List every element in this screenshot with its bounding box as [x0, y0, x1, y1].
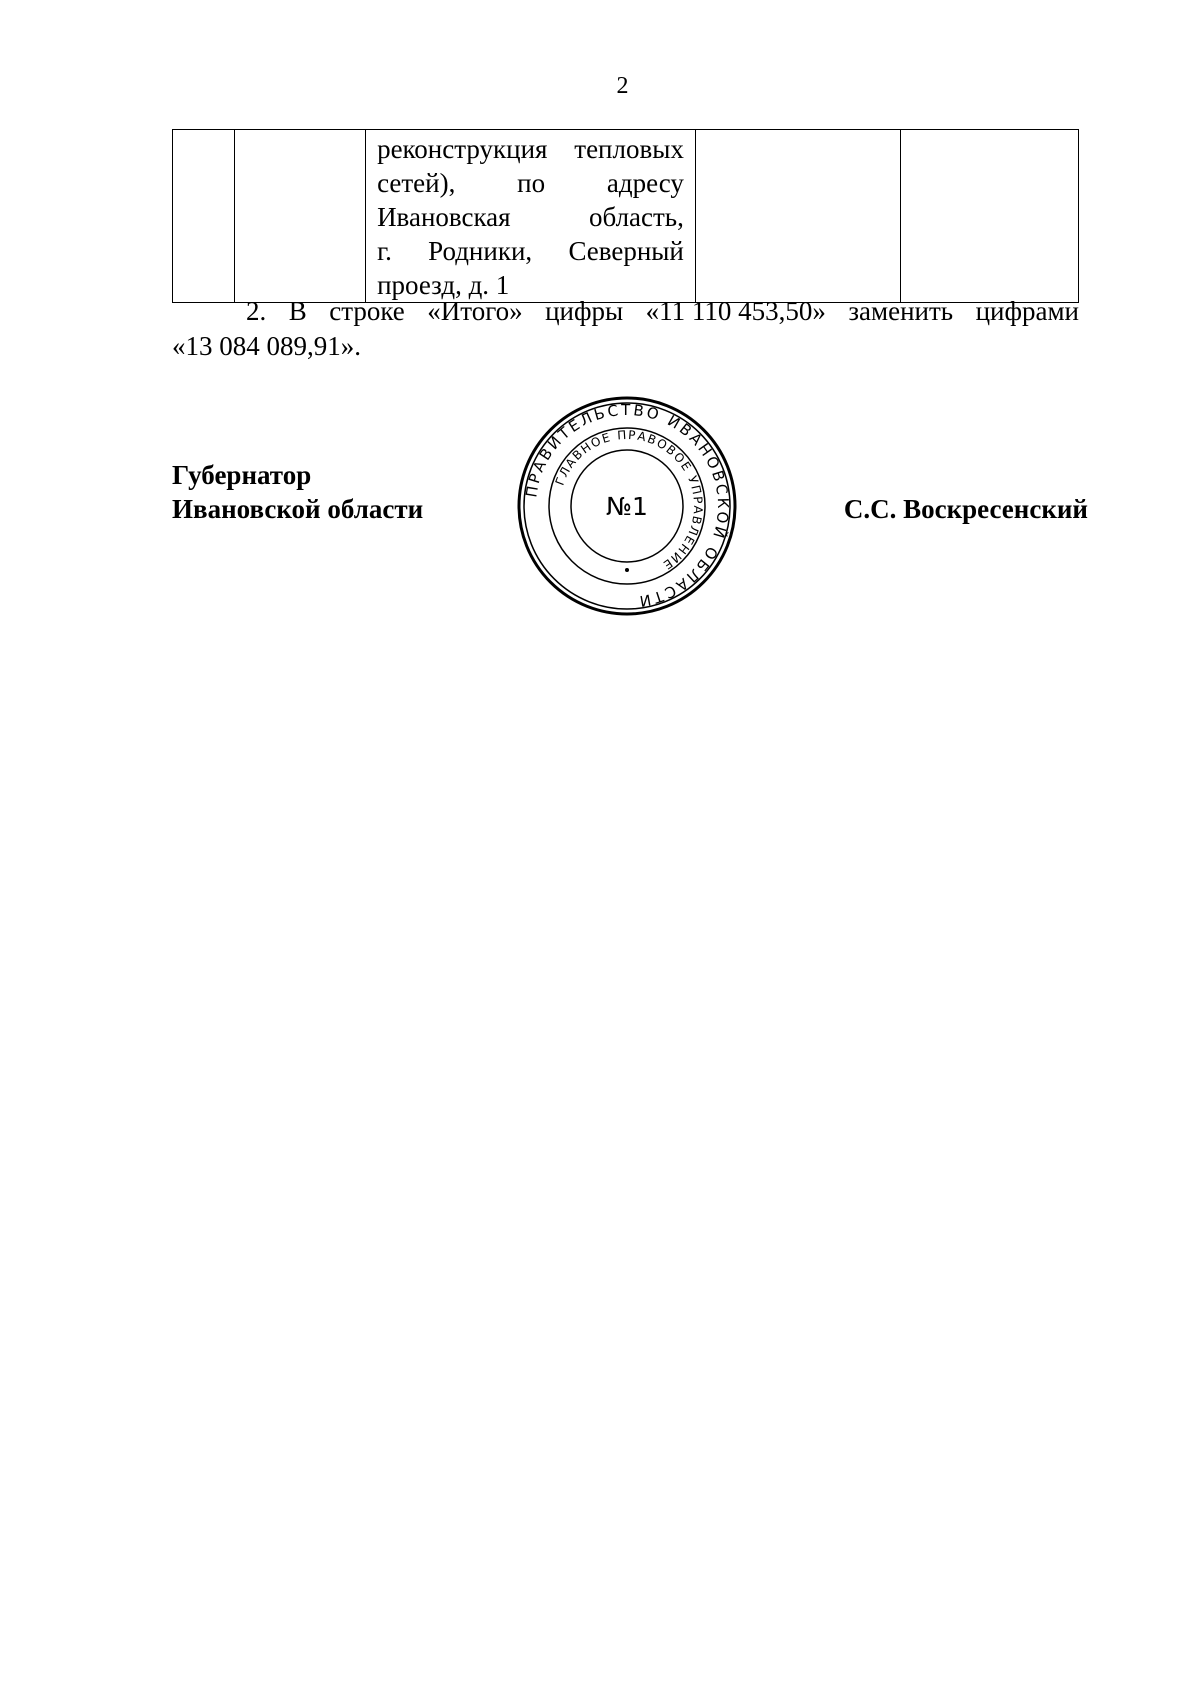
page-number: 2: [616, 73, 629, 99]
table-cell-note: [901, 130, 1079, 303]
cell-line: Ивановская область,: [377, 202, 684, 232]
table-cell-number: [173, 130, 235, 303]
paragraph-line: «13 084 089,91».: [172, 331, 361, 361]
cell-line: сетей), по адресу: [377, 168, 684, 198]
seal-inner-text: ГЛАВНОЕ ПРАВОВОЕ УПРАВЛЕНИЕ: [552, 427, 706, 573]
cell-line: г. Родники, Северный: [377, 236, 684, 266]
cell-line: реконструкция тепловых: [377, 134, 684, 164]
table-cell-code: [235, 130, 366, 303]
signatory-title-line: Ивановской области: [172, 494, 424, 524]
table-row: [173, 130, 1079, 303]
signatory-name: С.С. Воскресенский: [843, 494, 1088, 524]
cell-line: проезд, д. 1: [377, 270, 510, 300]
signatory-title: [172, 458, 423, 526]
table-cell-amount: [695, 130, 900, 303]
paragraph-line: 2. В строке «Итого» цифры «11 110 453,50» заменить цифрами: [246, 296, 1079, 326]
table-cell-description: [366, 130, 696, 303]
continuation-table: [172, 129, 1079, 303]
seal-dot: [625, 568, 629, 572]
signatory-title-line: Губернатор: [172, 460, 312, 490]
seal-number: №1: [606, 492, 648, 521]
official-seal: [513, 392, 741, 620]
seal-outer-text: ПРАВИТЕЛЬСТВО ИВАНОВСКОЙ ОБЛАСТИ: [522, 400, 733, 611]
amendment-paragraph: [172, 294, 1079, 328]
